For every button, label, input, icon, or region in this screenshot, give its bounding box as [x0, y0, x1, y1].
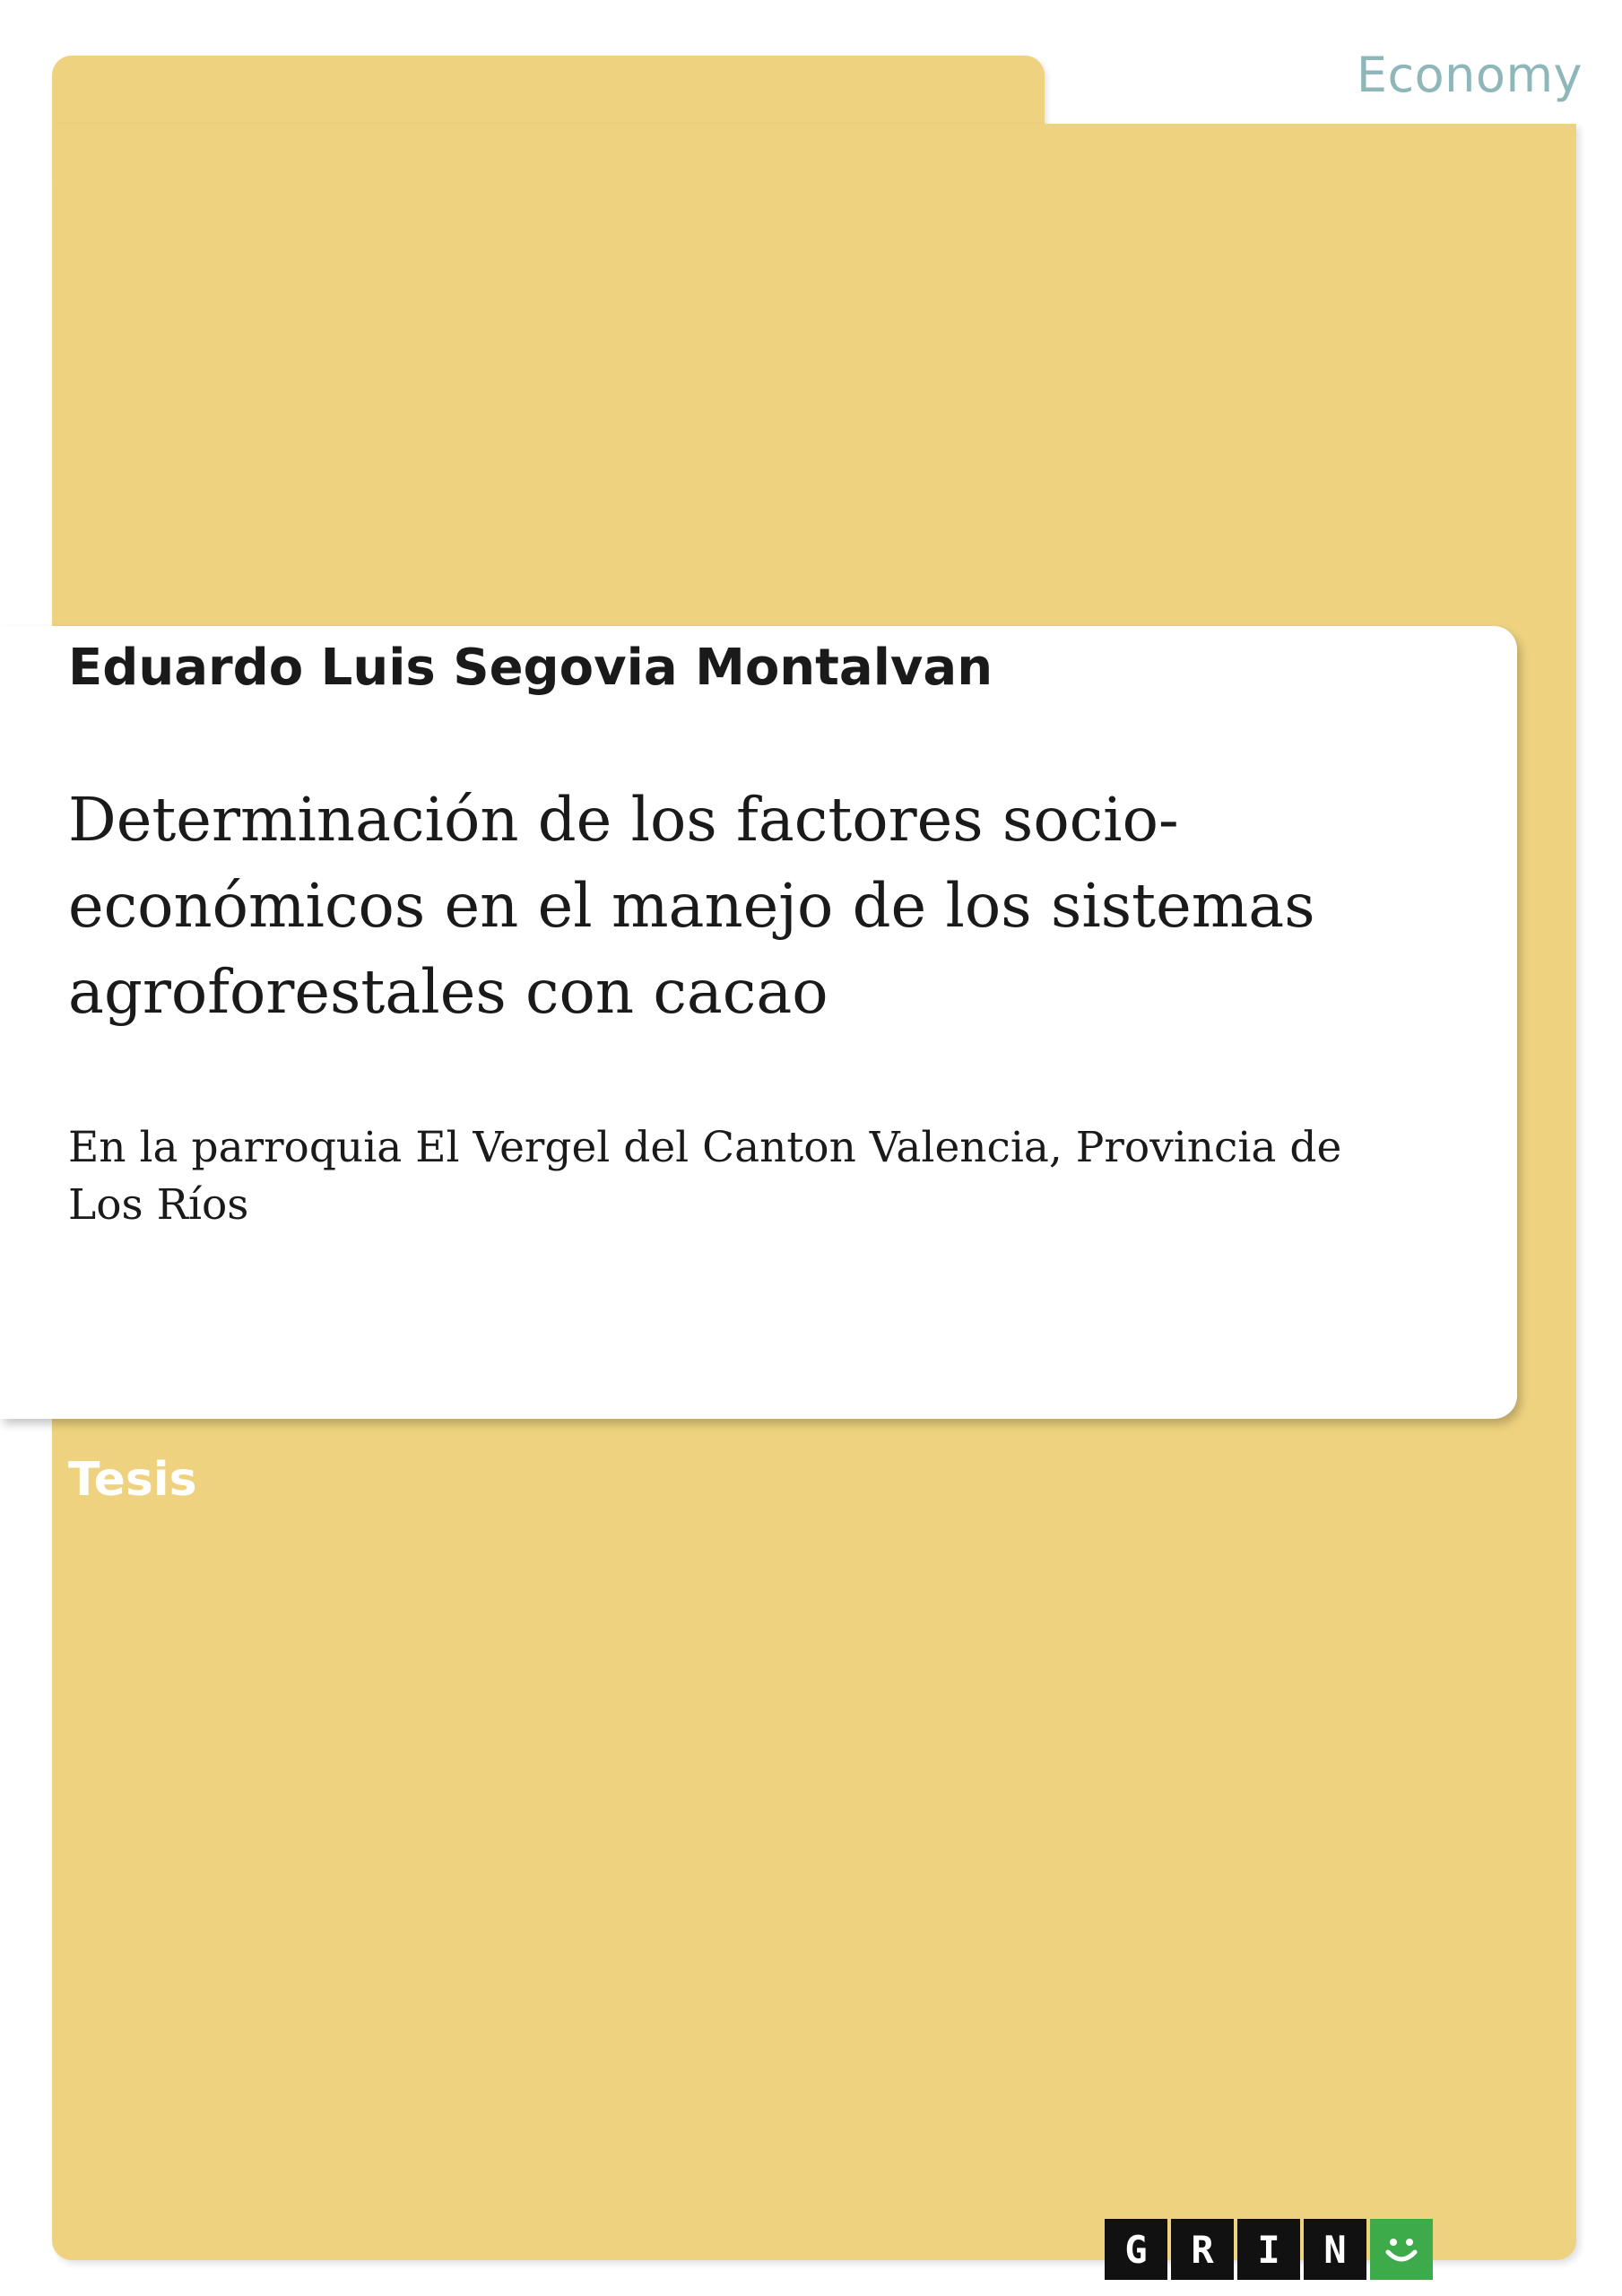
logo-letter-i: I: [1237, 2219, 1300, 2280]
logo-letter-n: N: [1304, 2219, 1366, 2280]
logo-letter-r: R: [1171, 2219, 1234, 2280]
book-title: Determinación de los factores socio-económicos en el manejo de los sistemas agroforestales con cacao: [68, 785, 1315, 1027]
author-name: Eduardo Luis Segovia Montalvan: [68, 639, 993, 697]
logo-letter-g: G: [1105, 2219, 1167, 2280]
book-subtitle: En la parroquia El Vergel del Canton Valencia, Provincia de Los Ríos: [68, 1123, 1342, 1230]
publisher-logo: [1105, 2219, 1433, 2280]
category-label: Economy: [1356, 47, 1583, 103]
document-type-label: Tesis: [68, 1453, 197, 1507]
smiley-icon: [1370, 2219, 1433, 2280]
